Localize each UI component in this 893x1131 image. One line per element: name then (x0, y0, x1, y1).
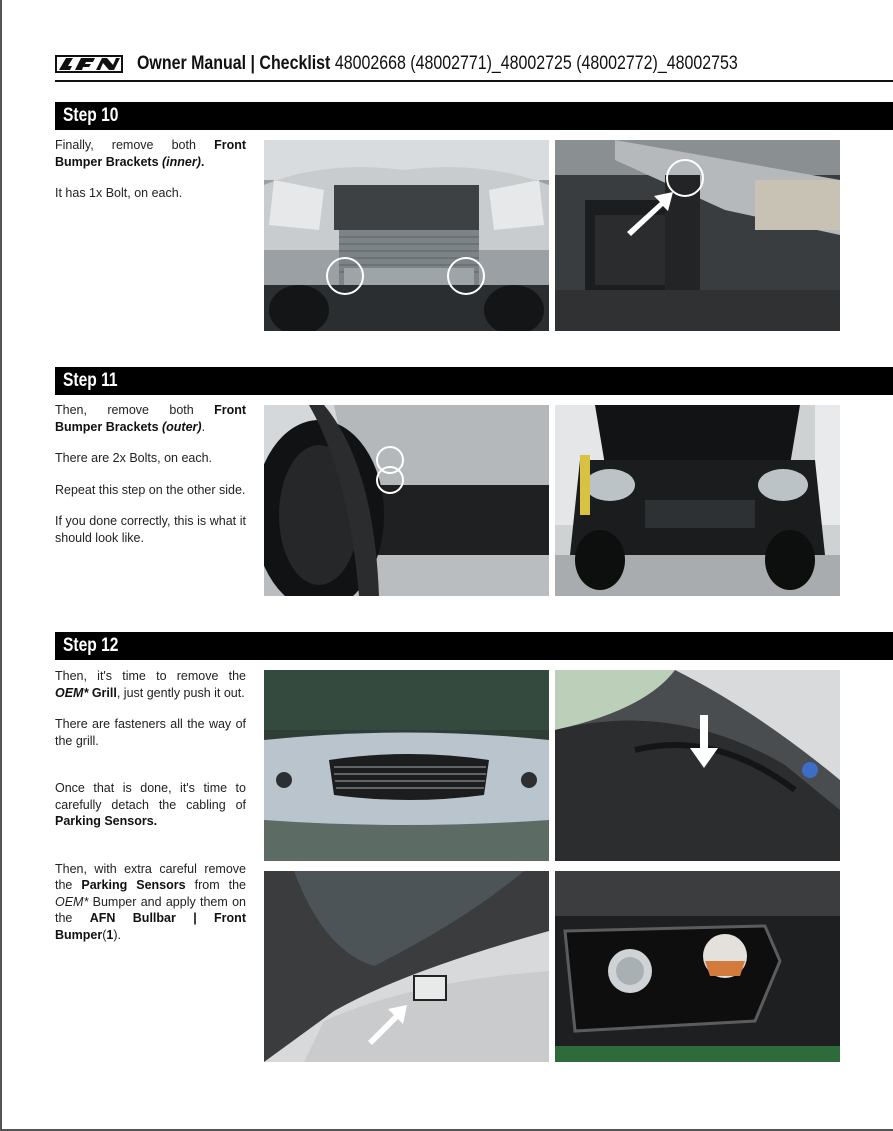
step-heading (55, 632, 893, 660)
step-heading (55, 102, 893, 130)
step-photo (264, 871, 549, 1062)
step-label: Step 10 (63, 105, 119, 126)
page-border (0, 0, 2, 1131)
step-photo (555, 140, 840, 331)
step-paragraph: Then, it's time to remove the OEM* Grill, just gently push it out. (55, 669, 246, 700)
step-photo (264, 405, 549, 596)
step-paragraph: Repeat this step on the other side. (55, 482, 246, 497)
step-photo (555, 405, 840, 596)
step-text (55, 668, 246, 958)
afn-logo (55, 55, 123, 73)
step-text (55, 137, 246, 217)
step-label: Step 11 (63, 370, 118, 391)
step-paragraph: There are 2x Bolts, on each. (55, 451, 213, 465)
step-paragraph: If you done correctly, this is what it should look like. (55, 514, 246, 545)
step-heading (55, 367, 893, 395)
header-title: Owner Manual | Checklist (137, 53, 331, 74)
step-paragraph: It has 1x Bolt, on each. (55, 186, 183, 200)
part-numbers: 48002668 (48002771)_48002725 (48002772)_48002753 (334, 53, 738, 74)
step-label: Step 12 (63, 635, 119, 656)
step-paragraph: Once that is done, it's time to carefully detach the cabling of Parking Sensors. (55, 781, 246, 828)
step-paragraph: Finally, remove both Front Bumper Brackets (inner). (55, 138, 246, 169)
step-text (55, 402, 246, 561)
header-rule (55, 80, 893, 82)
step-photo (264, 140, 549, 331)
step-photo (264, 670, 549, 861)
step-paragraph: Then, with extra careful remove the Parking Sensors from the OEM* Bumper and apply them on the AFN Bullbar | Front Bumper(1). (55, 861, 246, 942)
page-header (55, 50, 777, 78)
step-photo (555, 871, 840, 1062)
step-paragraph: Then, remove both Front Bumper Brackets (outer). (55, 403, 246, 434)
step-photo (555, 670, 840, 861)
step-paragraph: There are fasteners all the way of the grill. (55, 717, 246, 748)
